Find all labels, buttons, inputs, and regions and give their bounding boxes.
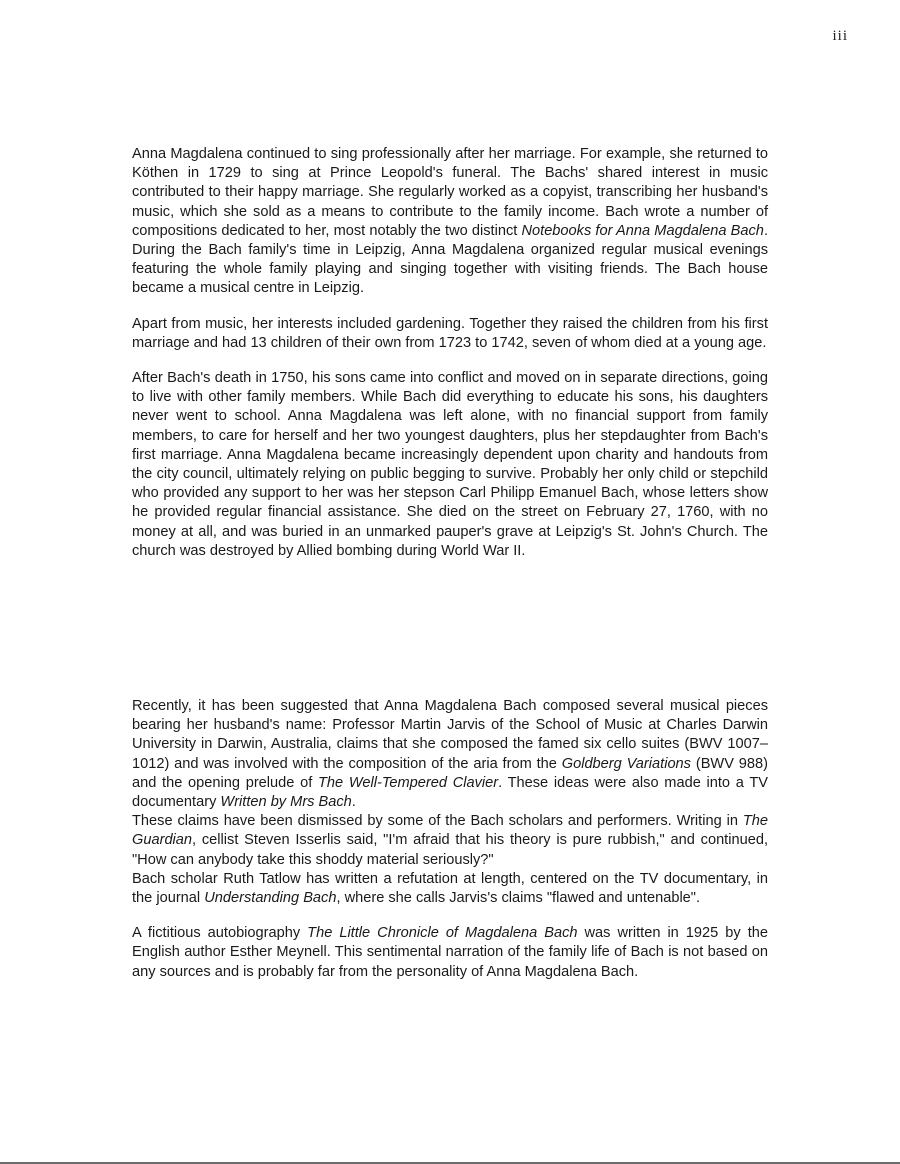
paragraph-family-life: Apart from music, her interests included gardening. Together they raised the children from his first marriage and had 13 children of their own from 1723 to 1742, seven of whom died at a young age.	[132, 315, 768, 351]
page-number: iii	[832, 28, 848, 44]
well-tempered-title: The Well-Tempered Clavier	[317, 774, 499, 791]
guardian-title: The Guardian	[132, 813, 768, 849]
documentary-title: Written by Mrs Bach	[220, 794, 352, 811]
paragraph-singing-career: Anna Magdalena continued to sing professionally after her marriage. For example, she returned to Köthen in 1729 to sing at Prince Leopold's funeral. The Bachs' shared interest in music contributed to their happy marriage. She regularly worked as a copyist, transcribing her husband's music, which she sold as a means to contribute to the family income. Bach wrote a number of compositions dedicated to her, most notably the two distinct Notebooks for Anna Magdalena Bach. During the Bach family's time in Leipzig, Anna Magdalena organized regular musical evenings featuring the whole family playing and singing together with visiting friends. The Bach house became a musical centre in Leipzig.	[132, 146, 768, 297]
paragraph-fictitious-autobiography: A fictitious autobiography The Little Chronicle of Magdalena Bach was written in 1925 by the English author Esther Meynell. This sentimental narration of the family life of Bach is not based on any sources and is probably far from the personality of Anna Magdalena Bach.	[132, 925, 768, 980]
text-block-bottom	[132, 697, 768, 998]
chronicle-title: The Little Chronicle of Magdalena Bach	[307, 925, 578, 942]
paragraph-authorship-claims: Recently, it has been suggested that Anna Magdalena Bach composed several musical pieces bearing her husband's name: Professor Martin Jarvis of the School of Music at Charles Darwin University in Darwin, Australia, claims that she composed the famed six cello suites (BWV 1007–1012) and was involved with the composition of the aria from the Goldberg Variations (BWV 988) and the opening prelude of The Well-Tempered Clavier. These ideas were also made into a TV documentary Written by Mrs Bach. These claims have been dismissed by some of the Bach scholars and performers. Writing in The Guardian, cellist Steven Isserlis said, "I'm afraid that his theory is pure rubbish," and continued, "How can anybody take this shoddy material seriously?" Bach scholar Ruth Tatlow has written a refutation at length, centered on the TV documentary, in the journal Understanding Bach, where she calls Jarvis's claims "flawed and untenable".	[132, 698, 768, 907]
notebooks-title: Notebooks for Anna Magdalena Bach	[521, 222, 764, 239]
goldberg-title: Goldberg Variations	[561, 755, 691, 772]
paragraph-later-life: After Bach's death in 1750, his sons came into conflict and moved on in separate directions, going to live with other family members. While Bach did everything to educate his sons, his daughters never went to school. Anna Magdalena was left alone, with no financial support from family members, to care for herself and her two youngest daughters, plus her stepdaughter from Bach's first marriage. Anna Magdalena became increasingly dependent upon charity and handouts from the city council, ultimately relying on public begging to survive. Probably her only child or stepchild who provided any support to her was her stepson Carl Philipp Emanuel Bach, whose letters show he provided regular financial assistance. She died on the street on February 27, 1760, with no money at all, and was buried in an unmarked pauper's grave at Leipzig's St. John's Church. The church was destroyed by Allied bombing during World War II.	[132, 370, 768, 559]
text-block-top	[132, 145, 768, 577]
journal-title: Understanding Bach	[204, 890, 337, 907]
